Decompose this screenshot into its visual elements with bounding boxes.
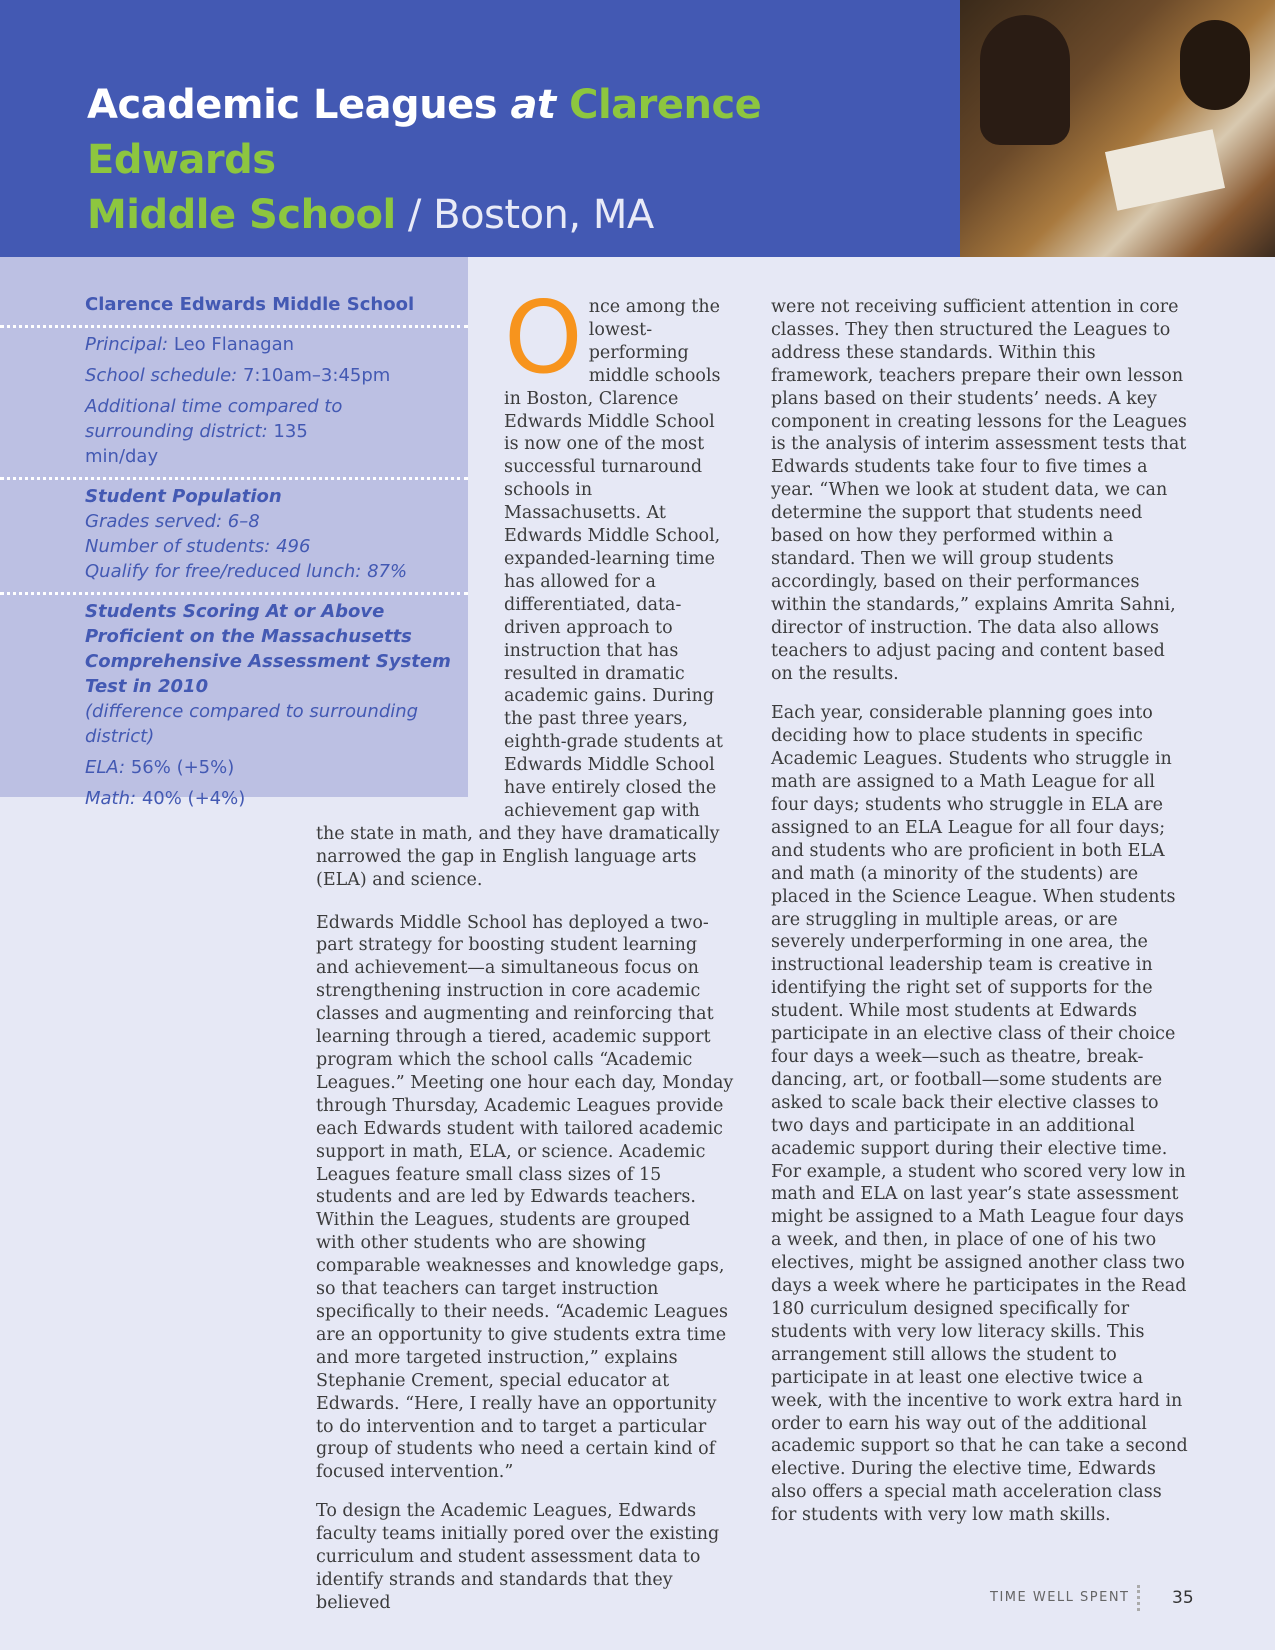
photo-student: [1180, 20, 1250, 110]
additional-time: Additional time compared to surrounding district: 135 min/day: [85, 396, 343, 467]
drop-cap: O: [504, 279, 583, 396]
students-photo: [960, 0, 1275, 257]
ela-score: ELA: 56% (+5%): [85, 757, 235, 778]
grades-served: Grades served: 6–8: [85, 511, 260, 532]
principal: Principal: Leo Flanagan: [85, 334, 295, 355]
article-column-1: [316, 279, 734, 1631]
page-title: [87, 78, 960, 243]
school-schedule: School schedule: 7:10am–3:45pm: [85, 365, 391, 386]
photo-paper: [1105, 129, 1225, 211]
title-text: Academic Leagues: [87, 82, 511, 128]
sidebar-school-name: Clarence Edwards Middle School: [85, 294, 415, 315]
title-at: at: [510, 82, 556, 128]
running-footer-title: TIME WELL SPENT: [990, 1590, 1130, 1605]
footer-divider: [1137, 1585, 1140, 1611]
number-of-students: Number of students: 496: [85, 536, 311, 557]
photo-student: [980, 15, 1070, 145]
population-heading: Student Population: [85, 486, 282, 507]
free-lunch: Qualify for free/reduced lunch: 87%: [85, 561, 408, 582]
article-paragraph: were not receiving sufficient attention in core classes. They then structured the Leagues to address these standards. Within this framework, teachers prepare their own lesson plans based on their students’ needs. A key component in creating lessons for the Leagues is the analysis of interim assessment tests that Edwards students take four to five times a year. “When we look at student data, we can determine the support that students need based on how they performed within a standard. Then we will group students accordingly, based on their performances within the standards,” explains Amrita Sahni, director of instruction. The data also allows teachers to adjust pacing and content based on the results.: [771, 297, 1187, 684]
article-paragraph: To design the Academic Leagues, Edwards faculty teams initially pored over the existing curriculum and student assessment data to identify strands and standards that they believed: [316, 1501, 720, 1613]
scores-heading: Students Scoring At or Above Proficient on the Massachusetts Comprehensive Assessment System Test in 2010: [85, 601, 451, 697]
title-school-2: Middle School: [87, 192, 396, 238]
math-score: Math: 40% (+4%): [85, 788, 246, 809]
article-paragraph: Each year, considerable planning goes into deciding how to place students in specific Academic Leagues. Students who struggle in math are assigned to a Math League for all four days; students who struggle in ELA are assigned to an ELA League for all four days; and students who are proficient in both ELA and math (a minority of the students) are placed in the Science League. When students are struggling in multiple areas, or are severely underperforming in one area, the instructional leadership team is creative in identifying the right set of supports for the student. While most students at Edwards participate in an elective class of their choice four days a week—such as theatre, break-dancing, art, or football—some students are asked to scale back their elective classes to two days and participate in an additional academic support during their elective time. For example, a student who scored very low in math and ELA on last year’s state assessment might be assigned to a Math League four days a week, and then, in place of one of his two electives, might be assigned another class two days a week where he participates in the Read 180 curriculum designed specifically for students with very low literacy skills. This arrangement still allows the student to participate in at least one elective twice a week, with the incentive to work extra hard in order to earn his way out of the additional academic support so that he can take a second elective. During the elective time, Edwards also offers a special math acceleration class for students with very low math skills.: [771, 703, 1188, 1526]
title-school: Clarence Edwards: [87, 82, 762, 183]
article-paragraph: Edwards Middle School has deployed a two-part strategy for boosting student learning and achievement—a simultaneous focus on strengthening instruction in core academic classes and augmenting and reinforcing that learning through a tiered, academic support program which the school calls “Academic Leagues.” Meeting one hour each day, Monday through Thursday, Academic Leagues provide each Edwards student with tailored academic support in math, ELA, or science. Academic Leagues feature small class sizes of 15 students and are led by Edwards teachers. Within the Leagues, students are grouped with other students who are showing comparable weaknesses and knowledge gaps, so that teachers can target instruction specifically to their needs. “Academic Leagues are an opportunity to give students extra time and more targeted instruction,” explains Stephanie Crement, special educator at Edwards. “Here, I really have an opportunity to do intervention and to target a particular group of students who need a certain kind of focused intervention.”: [316, 912, 734, 1483]
article-paragraph: Once among the lowest-performing middle schools in Boston, Clarence Edwards Middle School is now one of the most successful turnaround schools in Massachusetts. At Edwards Middle School, expanded-learning time has allowed for a differentiated, data-driven approach to instruction that has resulted in dramatic academic gains. During the past three years, eighth-grade students at Edwards Middle School have entirely closed the achievement gap with the state in math, and they have dramatically narrowed the gap in English language arts (ELA) and science.: [316, 279, 723, 890]
page-number: 35: [1172, 1588, 1194, 1608]
header-banner: [0, 0, 960, 257]
title-city: / Boston, MA: [395, 192, 654, 238]
article-column-2: [771, 296, 1191, 1543]
scores-note: (difference compared to surrounding district): [85, 701, 419, 747]
